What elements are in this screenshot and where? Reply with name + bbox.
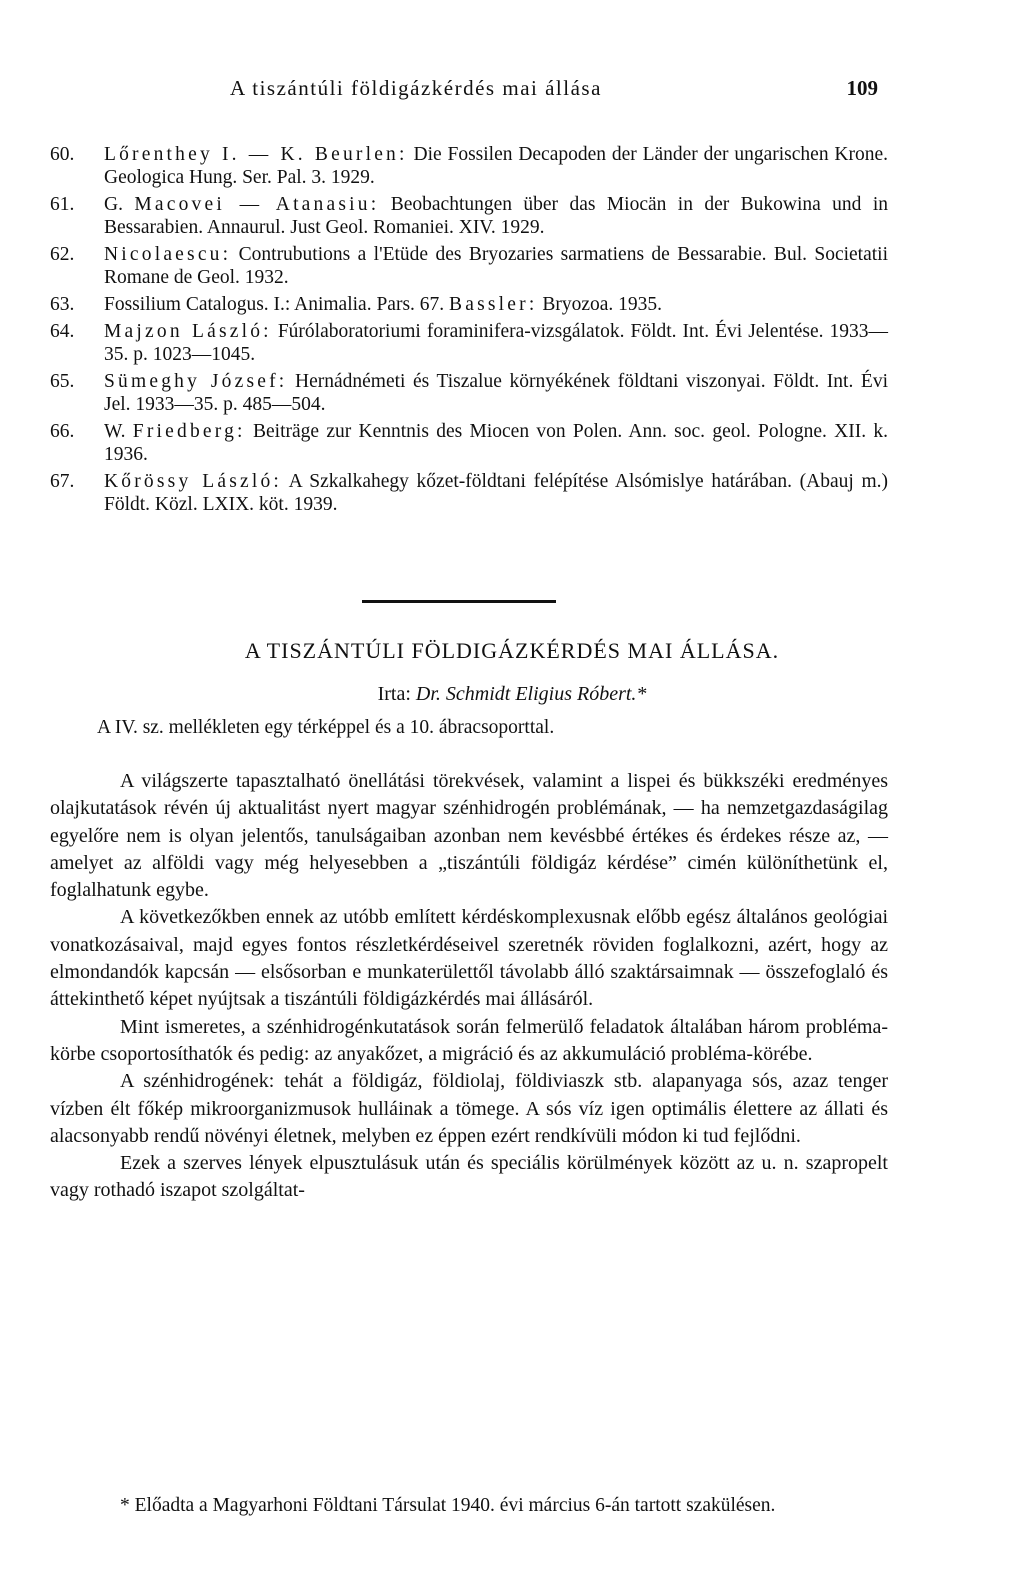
reference-text: Contrubutions a l'Etüde des Bryozaries sarmatiens de Bessarabie. Bul. Societatii Romane de Geol. 1932. (104, 244, 889, 288)
reference-item (50, 320, 888, 366)
author-name: Dr. Schmidt Eligius Róbert.* (415, 683, 647, 705)
reference-author: Nicolaescu: (104, 244, 232, 265)
reference-text: Fossilium Catalogus. I.: Animalia. Pars. 67. (104, 294, 445, 315)
page-number: 109 (846, 76, 878, 100)
reference-author: Sümeghy József: (104, 371, 288, 392)
reference-author-prefix: G. (104, 194, 123, 215)
reference-number: 67. (50, 471, 75, 492)
body-paragraph: A következőkben ennek az utóbb említett kérdéskomplexusnak előbb egész általános geológiai vonatkozásaival, majd egyes fontos részletkérdéseivel szeretnék röviden foglalkozni, azért, hogy az elmondandók kapcsán — elsősorban e munkaterülettől távolabb álló szaktársaimnak — összefoglaló és áttekinthető képet nyújtsak a tiszántúli földigázkérdés mai állásáról. (50, 906, 888, 1011)
running-title: A tiszántúli földigázkérdés mai állása (230, 76, 602, 100)
reference-author: Macovei — Atanasiu: (134, 194, 380, 215)
reference-text-continued: Bryozoa. 1935. (542, 294, 663, 315)
reference-item (50, 243, 888, 289)
reference-author: Lőrenthey I. — K. Beurlen: (104, 144, 408, 165)
reference-author: Friedberg: (132, 421, 246, 442)
reference-item (50, 370, 888, 416)
reference-number: 60. (50, 144, 75, 165)
attachment-note: A IV. sz. mellékleten egy térképpel és a 10. ábracsoporttal. (97, 717, 555, 738)
body-paragraph: A világszerte tapasztalható önellátási törekvések, valamint a lispei és bükkszéki eredményes olajkutatások révén új aktualitást nyert magyar szénhidrogén problémának, — ha nemzetgazdaságilag egyelőre nem is olyan jelentős, tanulságaiban azonban nem kevésbbé értékes és érdekes része az, — amelyet az alföldi vagy még helyesebben a „tiszántúli földigáz kérdése” cimén különíthetünk el, foglalhatunk egybe. (50, 770, 888, 902)
reference-number: 64. (50, 321, 75, 342)
reference-item (50, 470, 888, 516)
body-paragraph: Mint ismeretes, a szénhidrogénkutatások során felmerülő feladatok általában három probléma-körbe csoportosíthatók és pedig: az anyakőzet, a migráció és az akkumuláció probléma-körébe. (50, 1015, 888, 1065)
reference-author: Bassler: (449, 294, 538, 315)
reference-text: Beobachtungen über das Miocän in der Bukowina und in Bessarabien. Annaurul. Just Geol. Romaniei. XIV. 1929. (104, 194, 888, 238)
reference-number: 63. (50, 294, 75, 315)
reference-item (50, 420, 888, 466)
reference-list (50, 143, 888, 520)
reference-text: A Szkalkahegy kőzet-földtani felépítése Alsómislye határában. (Abauj m.) Földt. Közl. LXIX. köt. 1939. (104, 471, 888, 515)
running-header (0, 76, 1024, 106)
byline-prefix: Irta: (377, 683, 411, 705)
reference-number: 61. (50, 194, 75, 215)
footnote-text: * Előadta a Magyarhoni Földtani Társulat 1940. évi március 6-án tartott szakülésen. (120, 1495, 776, 1516)
reference-text: Beiträge zur Kenntnis des Miocen von Polen. Ann. soc. geol. Pologne. XII. k. 1936. (104, 421, 889, 465)
body-paragraph: A szénhidrogének: tehát a földigáz, földiolaj, földiviaszk stb. alapanyaga sós, azaz tenger vízben élt főkép mikroorganizmusok hulláinak a tömege. A sós víz igen optimális élettere az állati és alacsonyabb rendű növényi életnek, melyben ez éppen ezért rendkívüli módon ki tud fejlődni. (50, 1070, 888, 1147)
article-body (50, 768, 888, 1205)
reference-number: 62. (50, 244, 75, 265)
reference-author: Majzon László: (104, 321, 272, 342)
reference-text: Fúrólaboratoriumi foraminifera-vizsgálatok. Földt. Int. Évi Jelentése. 1933—35. p. 1023—1045. (104, 321, 889, 365)
reference-text: Hernádnémeti és Tiszalue környékének földtani viszonyai. Földt. Int. Évi Jel. 1933—35. p. 485—504. (104, 371, 888, 415)
footnote (50, 1493, 888, 1518)
reference-number: 66. (50, 421, 75, 442)
article-title: A TISZÁNTÚLI FÖLDIGÁZKÉRDÉS MAI ÁLLÁSA. (244, 638, 780, 663)
reference-item (50, 293, 888, 316)
reference-item (50, 143, 888, 189)
reference-author-prefix: W. (104, 421, 126, 442)
reference-author: Kőrössy László: (104, 471, 283, 492)
reference-text: Die Fossilen Decapoden der Länder der ungarischen Krone. Geologica Hung. Ser. Pal. 3. 1929. (104, 144, 889, 188)
body-paragraph: Ezek a szerves lények elpusztulásuk után és speciális körülmények között az u. n. szapropelt vagy rothadó iszapot szolgáltat- (50, 1152, 888, 1202)
reference-item (50, 193, 888, 239)
reference-number: 65. (50, 371, 75, 392)
byline (0, 683, 1024, 706)
section-divider (362, 600, 556, 603)
